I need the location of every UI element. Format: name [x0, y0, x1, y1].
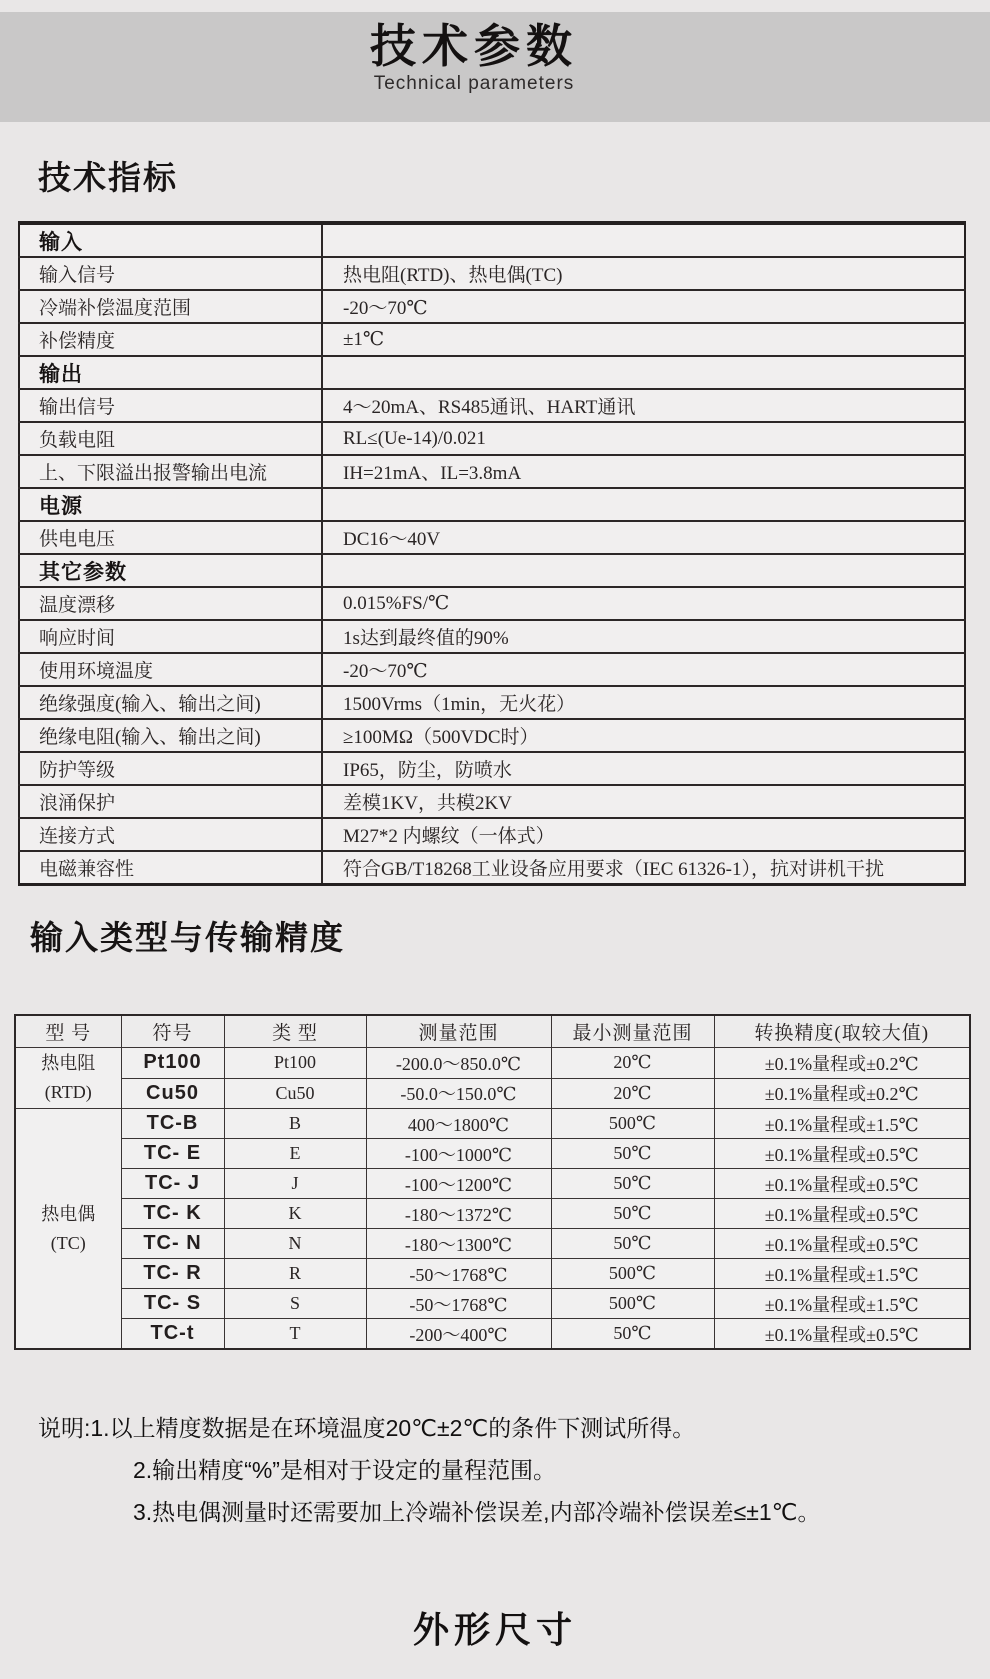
notes-block	[38, 1414, 968, 1540]
type-row	[15, 1169, 970, 1199]
symbol-cell: TC- R	[121, 1259, 224, 1289]
range-cell: -50～1768℃	[366, 1289, 551, 1319]
symbol-cell: TC-t	[121, 1319, 224, 1350]
symbol-cell: TC- J	[121, 1169, 224, 1199]
range-cell: -180～1372℃	[366, 1199, 551, 1229]
section-heading-dimensions: 外形尺寸	[412, 1609, 577, 1650]
spec-value-cell: RL≤(Ue-14)/0.021	[322, 422, 965, 455]
type-row	[15, 1048, 970, 1079]
min-range-cell: 20℃	[551, 1048, 714, 1079]
symbol-cell: TC- E	[121, 1139, 224, 1169]
spec-label-cell: 负载电阻	[19, 422, 322, 455]
title-band-inner	[0, 12, 969, 96]
type-row	[15, 1139, 970, 1169]
spec-value-cell: 1s达到最终值的90%	[322, 620, 965, 653]
spec-value-cell: ≥100MΩ（500VDC时）	[322, 719, 965, 752]
spec-label-cell: 响应时间	[19, 620, 322, 653]
spec-label-cell: 冷端补偿温度范围	[19, 290, 322, 323]
column-header-cell: 最小测量范围	[551, 1015, 714, 1048]
spec-value-cell: IH=21mA、IL=3.8mA	[322, 455, 965, 488]
spec-row	[19, 752, 965, 785]
model-code: (TC)	[50, 1232, 86, 1253]
accuracy-cell: ±0.1%量程或±1.5℃	[714, 1289, 970, 1319]
spec-value-cell: M27*2 内螺纹（一体式）	[322, 818, 965, 851]
spec-label-cell: 输入	[19, 223, 322, 257]
spec-label-cell: 供电电压	[19, 521, 322, 554]
note-line	[133, 1456, 968, 1485]
input-type-table	[14, 1014, 971, 1350]
type-cell: B	[224, 1109, 366, 1139]
title-band	[0, 12, 990, 122]
spec-value-cell: -20～70℃	[322, 290, 965, 323]
type-cell: R	[224, 1259, 366, 1289]
spec-value-cell: 4～20mA、RS485通讯、HART通讯	[322, 389, 965, 422]
spec-row	[19, 290, 965, 323]
spec-value-cell	[322, 223, 965, 257]
column-header-cell: 测量范围	[366, 1015, 551, 1048]
spec-section-row	[19, 554, 965, 587]
spec-row	[19, 818, 965, 851]
accuracy-cell: ±0.1%量程或±0.5℃	[714, 1229, 970, 1259]
note-text: 1.以上精度数据是在环境温度20℃±2℃的条件下测试所得。	[90, 1415, 696, 1441]
symbol-cell: Pt100	[121, 1048, 224, 1079]
min-range-cell: 50℃	[551, 1199, 714, 1229]
spec-value-cell: ±1℃	[322, 323, 965, 356]
min-range-cell: 50℃	[551, 1229, 714, 1259]
type-row	[15, 1078, 970, 1109]
type-cell: E	[224, 1139, 366, 1169]
accuracy-cell: ±0.1%量程或±0.5℃	[714, 1199, 970, 1229]
spec-label-cell: 防护等级	[19, 752, 322, 785]
symbol-cell: TC-B	[121, 1109, 224, 1139]
min-range-cell: 500℃	[551, 1109, 714, 1139]
spec-table	[18, 221, 966, 886]
section-heading-input-types: 输入类型与传输精度	[30, 919, 345, 956]
spec-section-row	[19, 223, 965, 257]
input-type-table-head	[15, 1015, 970, 1048]
spec-row	[19, 422, 965, 455]
type-cell: S	[224, 1289, 366, 1319]
type-row	[15, 1229, 970, 1259]
spec-row	[19, 587, 965, 620]
type-cell: T	[224, 1319, 366, 1350]
spec-value-cell: 差模1KV，共模2KV	[322, 785, 965, 818]
type-row	[15, 1199, 970, 1229]
symbol-cell: TC- S	[121, 1289, 224, 1319]
spec-row	[19, 455, 965, 488]
spec-label-cell: 其它参数	[19, 554, 322, 587]
notes-prefix: 说明:	[38, 1415, 91, 1441]
page-subtitle: Technical parameters	[373, 73, 575, 94]
type-row	[15, 1319, 970, 1350]
spec-row	[19, 620, 965, 653]
min-range-cell: 50℃	[551, 1169, 714, 1199]
model-group-cell	[15, 1048, 121, 1109]
spec-label-cell: 补偿精度	[19, 323, 322, 356]
note-line	[38, 1414, 968, 1443]
accuracy-cell: ±0.1%量程或±0.5℃	[714, 1139, 970, 1169]
type-cell: Pt100	[224, 1048, 366, 1079]
range-cell: -50.0～150.0℃	[366, 1078, 551, 1109]
spec-section-row	[19, 356, 965, 389]
min-range-cell: 50℃	[551, 1319, 714, 1350]
min-range-cell: 20℃	[551, 1078, 714, 1109]
spec-label-cell: 使用环境温度	[19, 653, 322, 686]
type-cell: K	[224, 1199, 366, 1229]
spec-value-cell	[322, 488, 965, 521]
spec-label-cell: 绝缘电阻(输入、输出之间)	[19, 719, 322, 752]
symbol-cell: Cu50	[121, 1078, 224, 1109]
accuracy-cell: ±0.1%量程或±1.5℃	[714, 1259, 970, 1289]
spec-label-cell: 上、下限溢出报警输出电流	[19, 455, 322, 488]
spec-row	[19, 686, 965, 719]
type-row	[15, 1109, 970, 1139]
range-cell: -100～1200℃	[366, 1169, 551, 1199]
model-code: (RTD)	[44, 1082, 92, 1102]
spec-row	[19, 653, 965, 686]
type-cell: Cu50	[224, 1078, 366, 1109]
symbol-cell: TC- K	[121, 1199, 224, 1229]
note-text: 3.热电偶测量时还需要加上冷端补偿误差,内部冷端补偿误差≤±1℃。	[133, 1499, 821, 1525]
min-range-cell: 50℃	[551, 1139, 714, 1169]
type-cell: J	[224, 1169, 366, 1199]
input-type-table-body	[15, 1048, 970, 1350]
spec-value-cell: 符合GB/T18268工业设备应用要求（IEC 61326-1），抗对讲机干扰	[322, 851, 965, 885]
column-header-cell: 类 型	[224, 1015, 366, 1048]
spec-row	[19, 851, 965, 885]
note-text: 2.输出精度“%”是相对于设定的量程范围。	[133, 1457, 556, 1483]
min-range-cell: 500℃	[551, 1289, 714, 1319]
spec-row	[19, 521, 965, 554]
spec-label-cell: 电源	[19, 488, 322, 521]
spec-value-cell: -20～70℃	[322, 653, 965, 686]
spec-value-cell: 热电阻(RTD)、热电偶(TC)	[322, 257, 965, 290]
spec-row	[19, 389, 965, 422]
section-heading-tech-specs: 技术指标	[38, 159, 178, 196]
range-cell: -200～400℃	[366, 1319, 551, 1350]
note-line	[133, 1498, 968, 1527]
range-cell: -180～1300℃	[366, 1229, 551, 1259]
spec-label-cell: 绝缘强度(输入、输出之间)	[19, 686, 322, 719]
column-header-cell: 符号	[121, 1015, 224, 1048]
model-name: 热电偶	[41, 1203, 96, 1224]
spec-value-cell: IP65，防尘，防喷水	[322, 752, 965, 785]
range-cell: 400～1800℃	[366, 1109, 551, 1139]
spec-label-cell: 连接方式	[19, 818, 322, 851]
spec-value-cell: DC16～40V	[322, 521, 965, 554]
accuracy-cell: ±0.1%量程或±0.2℃	[714, 1048, 970, 1079]
spec-row	[19, 719, 965, 752]
spec-row	[19, 257, 965, 290]
spec-value-cell: 0.015%FS/℃	[322, 587, 965, 620]
page-title: 技术参数	[370, 20, 578, 72]
spec-value-cell	[322, 554, 965, 587]
column-header-row	[15, 1015, 970, 1048]
accuracy-cell: ±0.1%量程或±0.2℃	[714, 1078, 970, 1109]
accuracy-cell: ±0.1%量程或±1.5℃	[714, 1109, 970, 1139]
accuracy-cell: ±0.1%量程或±0.5℃	[714, 1319, 970, 1350]
spec-label-cell: 电磁兼容性	[19, 851, 322, 885]
symbol-cell: TC- N	[121, 1229, 224, 1259]
model-group-cell	[15, 1109, 121, 1350]
column-header-cell: 型 号	[15, 1015, 121, 1048]
range-cell: -50～1768℃	[366, 1259, 551, 1289]
type-cell: N	[224, 1229, 366, 1259]
range-cell: -200.0～850.0℃	[366, 1048, 551, 1079]
type-row	[15, 1289, 970, 1319]
range-cell: -100～1000℃	[366, 1139, 551, 1169]
spec-label-cell: 输出信号	[19, 389, 322, 422]
spec-label-cell: 温度漂移	[19, 587, 322, 620]
spec-section-row	[19, 488, 965, 521]
spec-label-cell: 浪涌保护	[19, 785, 322, 818]
spec-table-body	[19, 223, 965, 885]
spec-value-cell: 1500Vrms（1min，无火花）	[322, 686, 965, 719]
column-header-cell: 转换精度(取较大值)	[714, 1015, 970, 1048]
accuracy-cell: ±0.1%量程或±0.5℃	[714, 1169, 970, 1199]
spec-label-cell: 输出	[19, 356, 322, 389]
model-name: 热电阻	[41, 1053, 96, 1073]
type-row	[15, 1259, 970, 1289]
spec-label-cell: 输入信号	[19, 257, 322, 290]
spec-value-cell	[322, 356, 965, 389]
min-range-cell: 500℃	[551, 1259, 714, 1289]
spec-row	[19, 785, 965, 818]
spec-row	[19, 323, 965, 356]
